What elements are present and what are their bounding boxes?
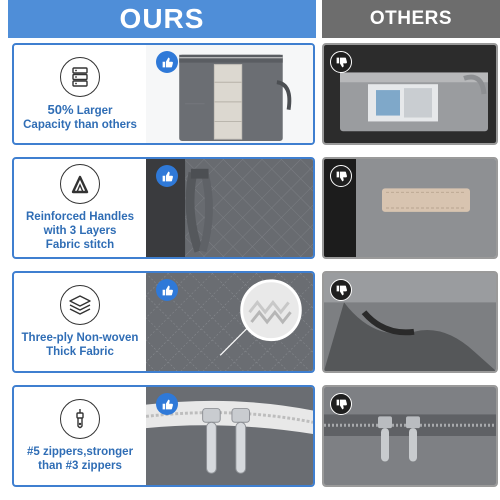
ours-header-label: OURS [119, 3, 205, 34]
fabric-line1: Three-ply Non-woven [21, 332, 139, 344]
thumbs-up-icon [156, 165, 178, 187]
others-header-label: OTHERS [369, 8, 453, 29]
thumbs-down-icon [330, 279, 352, 301]
ours-row-capacity [12, 43, 315, 145]
handle-icon [60, 164, 100, 204]
thumbs-down-icon [330, 51, 352, 73]
feature-handles [14, 159, 146, 257]
fabric-line2: Thick Fabric [46, 346, 114, 358]
thumbs-down-icon [330, 165, 352, 187]
feature-zippers-text [23, 445, 137, 473]
thumbs-up-icon [156, 51, 178, 73]
capacity-line2: Capacity than others [23, 118, 137, 131]
others-header [322, 0, 500, 38]
ours-row-fabric [12, 271, 315, 373]
zipper-icon [60, 399, 100, 439]
others-row-zippers [322, 385, 498, 487]
others-row-fabric [322, 271, 498, 373]
feature-capacity [14, 45, 146, 143]
zippers-line2: than #3 zippers [38, 460, 122, 472]
others-row-handles [322, 157, 498, 259]
feature-fabric-text [18, 331, 143, 359]
zippers-line1: #5 zippers,stronger [26, 446, 134, 458]
feature-handles-text [22, 210, 138, 252]
handles-line3: Fabric stitch [45, 239, 115, 251]
capacity-highlight: 50% [47, 101, 74, 117]
ours-row-handles [12, 157, 315, 259]
others-row-capacity [322, 43, 498, 145]
thumbs-up-icon [156, 393, 178, 415]
ours-row-zippers [12, 385, 315, 487]
feature-capacity-text [19, 103, 141, 132]
ours-header [8, 0, 316, 38]
handles-line2: with 3 Layers [43, 225, 117, 237]
capacity-line1: Larger [73, 104, 113, 117]
thumbs-down-icon [330, 393, 352, 415]
handles-line1: Reinforced Handles [26, 211, 134, 223]
feature-fabric [14, 273, 146, 371]
feature-zippers [14, 387, 146, 485]
layers-icon [60, 285, 100, 325]
capacity-stack-icon [60, 57, 100, 97]
thumbs-up-icon [156, 279, 178, 301]
